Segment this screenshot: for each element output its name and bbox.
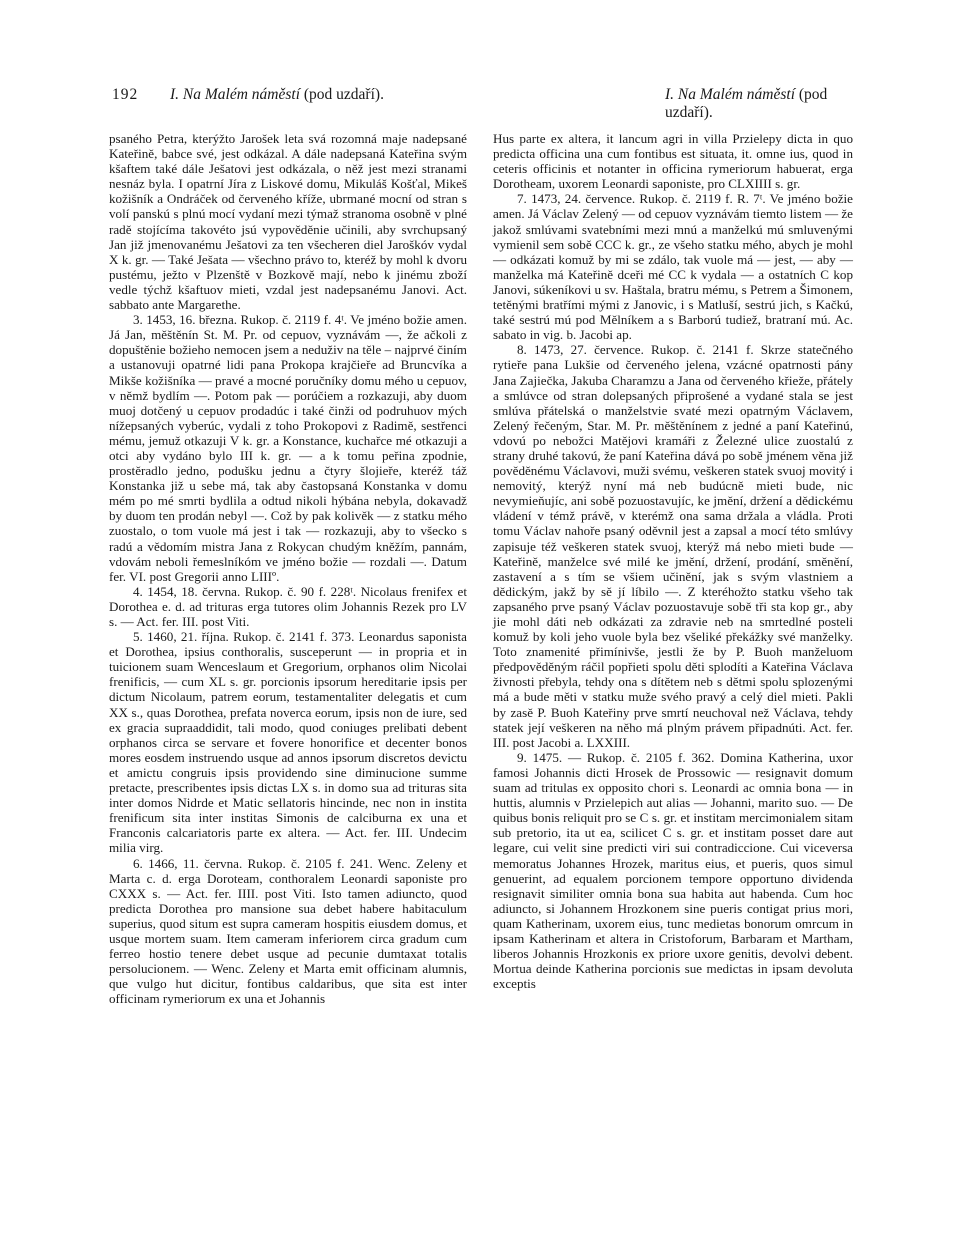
paragraph: psaného Petra, kterýžto Jarošek leta svá rozomná maje nadepsané Kateřině, babce své, jest odkázal. A dále nadepsaná Kateřina svým kšaftem také dále Ješatovi jest odkázala, o něž jest mezi stranami nesnáz byla. I opatrní Jíra z Liskové domu, Mikuláš Košťal, Mikeš kožišník a Ondráček od červeného kříže, ubrmané mocní od stran s volí panskú s plnú mocí vydaní mezi týmaž stranoma osobně v plné radě stojícíma takovéto jsú vypověděnie učinili, aby svrchupsaný Jan již jmenovanému Ješatovi za ten všecheren diel Jaroškóv vydal X k. gr. — Také Ješata — všechno právo to, kteréž by mohl k dvoru pustému, ježto v Plzenště v Bozkově mají, nebo k jinému zboží vedle týchž kšaftuov mieti, vzdal jest nadepsanému Janovi. Act. sabbato ante Margarethe. — [109, 131, 467, 313]
paragraph: 7. 1473, 24. července. Rukop. č. 2119 f. R. 7ᵗ. Ve jméno božie amen. Já Václav Zelený — od cepuov vyznávám tiemto listem — že jakož smlúvami svatebními mezi mnú a manželkú mú smluvenými vymienil sem sobě CCC k. gr., ze všeho statku mého, abych je mohl — odkázati komuž by mi se zdálo, tak vuole má — jest, — aby — manželka má Kateřině dceři mé CC k vydala — a ostatních C kop Janovi, súkeníkovi u sv. Haštala, bratru mému, s Petrem a Šimonem, tetěnými bratřími mými z Janovic, i s Matluší, sestrú jich, s Kačkú, také sestrú mú pod Mělníkem a s Barború tudiež, bratraní mú. Ac. sabato in vig. b. Jacobi ap. — [493, 191, 853, 343]
paragraph: 9. 1475. — Rukop. č. 2105 f. 362. Domina Katherina, uxor famosi Johannis dicti Hrosek de Prossowic — resignavit domum suam ad tritulas ex opposito chori s. Leonardi ac omnia bona — in huttis, alumnis v Przielepich aut alias — Johanni, marito suo. — De quibus bonis reliquit pro se C s. gr. et institam mercimonialem sitam sub pretorio, ita ut ea, scilicet C s. gr. et institam posset dare aut legare, cui velit sine predicti viri sui contradiccione. Cui viceversa memoratus Johannes Hrozek, maritus eius, et pueris, quos simul genuerint, ad equalem porcionem tempore opportuno dividenda resignavit similiter omnia bona sua habita aut habenda. Cum hoc adiuncto, si Johannem Hrozkonem sine pueris contigat prius mori, quam Katherinam, uxorem eius, tunc medietas bonorum omrcum in ipsam Katherinam et altera in Cristoforum, Barbaram et Martham, liberos Johannis Hrozkonis ex priore uxore genitis, devolvi debent. Mortua deinde Katherina porcionis sue medictas in ipsam devoluta exceptis — [493, 749, 853, 992]
paragraph: 3. 1453, 16. března. Rukop. č. 2119 f. 4ᵗ. Ve jméno božie amen. Já Jan, měštěnín St. M. Pr. od cepuov, vyznávám —, že ačkoli z dopuštěnie božieho nemocen jsem a neduživ na těle – najprvé činím a ustanovuji opatrné lidi pana Prokopa krajčieře ad Bruncvíka a Mikše kožišníka — pravé a mocné poručníky domu mého u cepuov, v němž bydlím —. Potom pak — porúčiem a rozkazuji, aby duom muoj dotčený u cepuov prodadúc i také činži od podruhuov mých nížepsaných vyberúc, vydali z toho Prokopovi z Radimě, sestřenci mému, jemuž otkazuji V k. gr. a Konstance, kuchařce mé otkazuji a otci aby vydáno bylo III k. gr. — a k tomu peřina zpodnie, prostěradlo jedno, podušku jednu a čtyry šlojieře, kteréž táž Konstanka již u sebe má, tak aby častopsaná Konstanka v domu mém po mé smrti bydlila a odtud nikoli hýbána nebyla, dokavadž by duom ten prodán nebyl —. Což by pak kolivěk — z statku mého zuostalo, o tom vuole má jest i tak — rozkazuji, aby to všecko s radú a vědomím mistra Jana z Rokycan chudým kněžím, pannám, vdovám neboli řemeslníkóm ve jméno božie — rozdali —. Datum fer. VI. post Gregorii anno LIIIº. — [109, 312, 467, 584]
right-column — [493, 131, 853, 991]
paragraph: 6. 1466, 11. června. Rukop. č. 2105 f. 241. Wenc. Zeleny et Marta c. d. erga Doroteam, conthoralem Leonardi saponiste pro CXXX s. — Act. fer. IIII. post Viti. Isto tamen adiuncto, quod predicta Dorothea pro mansione sua debet habere habitaculum superius, quod situm est supra cameram hospitis eiusdem domus, et usque mortem suam. Item cameram inferiorem circa gradum cum ferreo hostio tenere debet usque ad pecunie dumtaxat totalis persolucionem. — Wenc. Zeleny et Marta emit officinam alumnis, que vulgo hut dicitur, fontibus caldaribus, que sita est inter officinam rymeriorum ex una et Johannis — [109, 855, 467, 1007]
paragraph: 4. 1454, 18. června. Rukop. č. 90 f. 228ᵗ. Nicolaus frenifex et Dorothea e. d. ad trituras erga tutores olim Johannis Rezek pro LV s. — Act. fer. III. post Viti. — [109, 583, 467, 629]
running-title-right-italic: I. Na Malém náměstí — [665, 86, 796, 103]
running-subtitle-right: (pod uzdaří). — [665, 86, 828, 121]
running-subtitle-left: (pod uzdaří). — [303, 86, 384, 103]
running-header — [112, 86, 860, 121]
running-title-right — [665, 86, 860, 122]
paragraph: 5. 1460, 21. října. Rukop. č. 2141 f. 373. Leonardus saponista et Dorothea, ipsius conthoralis, susceperunt — in propria et in tuicionem suam Wenceslaum et Gregorium, orphanos olim Nicolai frenificis, — cum XL s. gr. porcionis ipsorum hereditarie ipsis per dictum Nicolaum, patrem eorum, testamentaliter delegatis et cum XX s., quas Dorothea, prefata noverca eorum, ipsis non de iure, sed ex gracia supraaddidit, tali modo, quod coniuges prelibati debent orphanos circa se servare et fovere honorifice et decenter bonos mores eosdem instruendo usque ad annos ipsorum discretos devictu et amictu congruis ipsis providendo sine diminucione summe pretacte, prescribentes ipsis dictas LX s. in domo sua ad trituras sita inter domos Nidrde et Matic sellatoris hincinde, nec non in instita frenificum sita inter institas Simonis de calciburna ex una et Franconis calcariatoris parte ex altera. — Act. fer. III. Undecim milia virg. — [109, 629, 467, 856]
running-title-left-italic: I. Na Malém náměstí — [170, 86, 301, 103]
paragraph: Hus parte ex altera, it lancum agri in villa Przielepy dicta in quo predicta officina una cum fontibus est situata, it. omne ius, quod in ceteris officinis et notanter in officina rymeriorum habuerat, erga Dorotheam, uxorem Leonardi saponiste, pro CLXIIII s. gr. — [493, 131, 853, 192]
running-title-left — [170, 86, 384, 104]
paragraph: 8. 1473, 27. července. Rukop. č. 2141 f. Skrze statečného rytieře pana Lukšie od červeného jelena, vzácné opatrnosti pány Jana Zajiečka, Jakuba Charamzu a Jana od červeného křieže, přátely a smlúvce od stran dolepsaných připrošené a vydané stala se jest smlúva přátelská o manželstvie svaté mezi opatrným Václavem, Zelený řečeným, Star. M. Pr. měštěnínem z jedné a paní Kateřinú, vdovú po nebožci Matějovi kramáři z Železné ulice zuostalú z strany druhé takovú, že paní Kateřina dává po sobě jménem věna již pověděnému Václavovi, muži svému, veškeren statek svuoj movitý i nemovitý, kterýž nyní má neb budúcně mieti bude, nic nevymieňujíc, ani sobě pozuostavujíc, ke jmění, držení a dědickému vládení v témž právě, v kterémž ona sama držala a vládla. Proti tomu Václav nahoře psaný oděvnil jest a zapsal a mocí této smlúvy zapisuje též veškeren statek svuoj, kterýž má nebo mieti bude — Kateřině, manželce své milé ke jmění, držení, prodání, směnění, zastavení a s tím se všiem učinění, jak s svým vlastniem a dědickým, jakž by sě jí líbilo —. Z kteréhožto statku všeho tak zapsaného prve psaný Václav pozuostavuje sobě tři sta kop gr., aby jie mohl dáti neb odkázati za zdravie neb na smrtedlné posteli komuž by koli jeho vuole byla bez všeliké překážky své manželky. Toto znamenité přimínivše, jestli že by P. Buoh manželuom předpověděným ráčil popřieti spolu děti splodíti a Kateřina Václava živnosti přebyla, tehdy ona s dítětem neb s dětmi spolu splozenými má a bude měti v statku muže svého pravý a celý diel mieti. Pakli by zasě P. Buoh Kateřiny prve smrtí neuchoval než Václava, tehdy statek její veškeren na něho má plným právem připadnúti. Act. fer. III. post Jacobi a. LXXIII. — [493, 342, 853, 750]
left-column — [109, 131, 467, 1006]
page-number: 192 — [112, 86, 139, 103]
